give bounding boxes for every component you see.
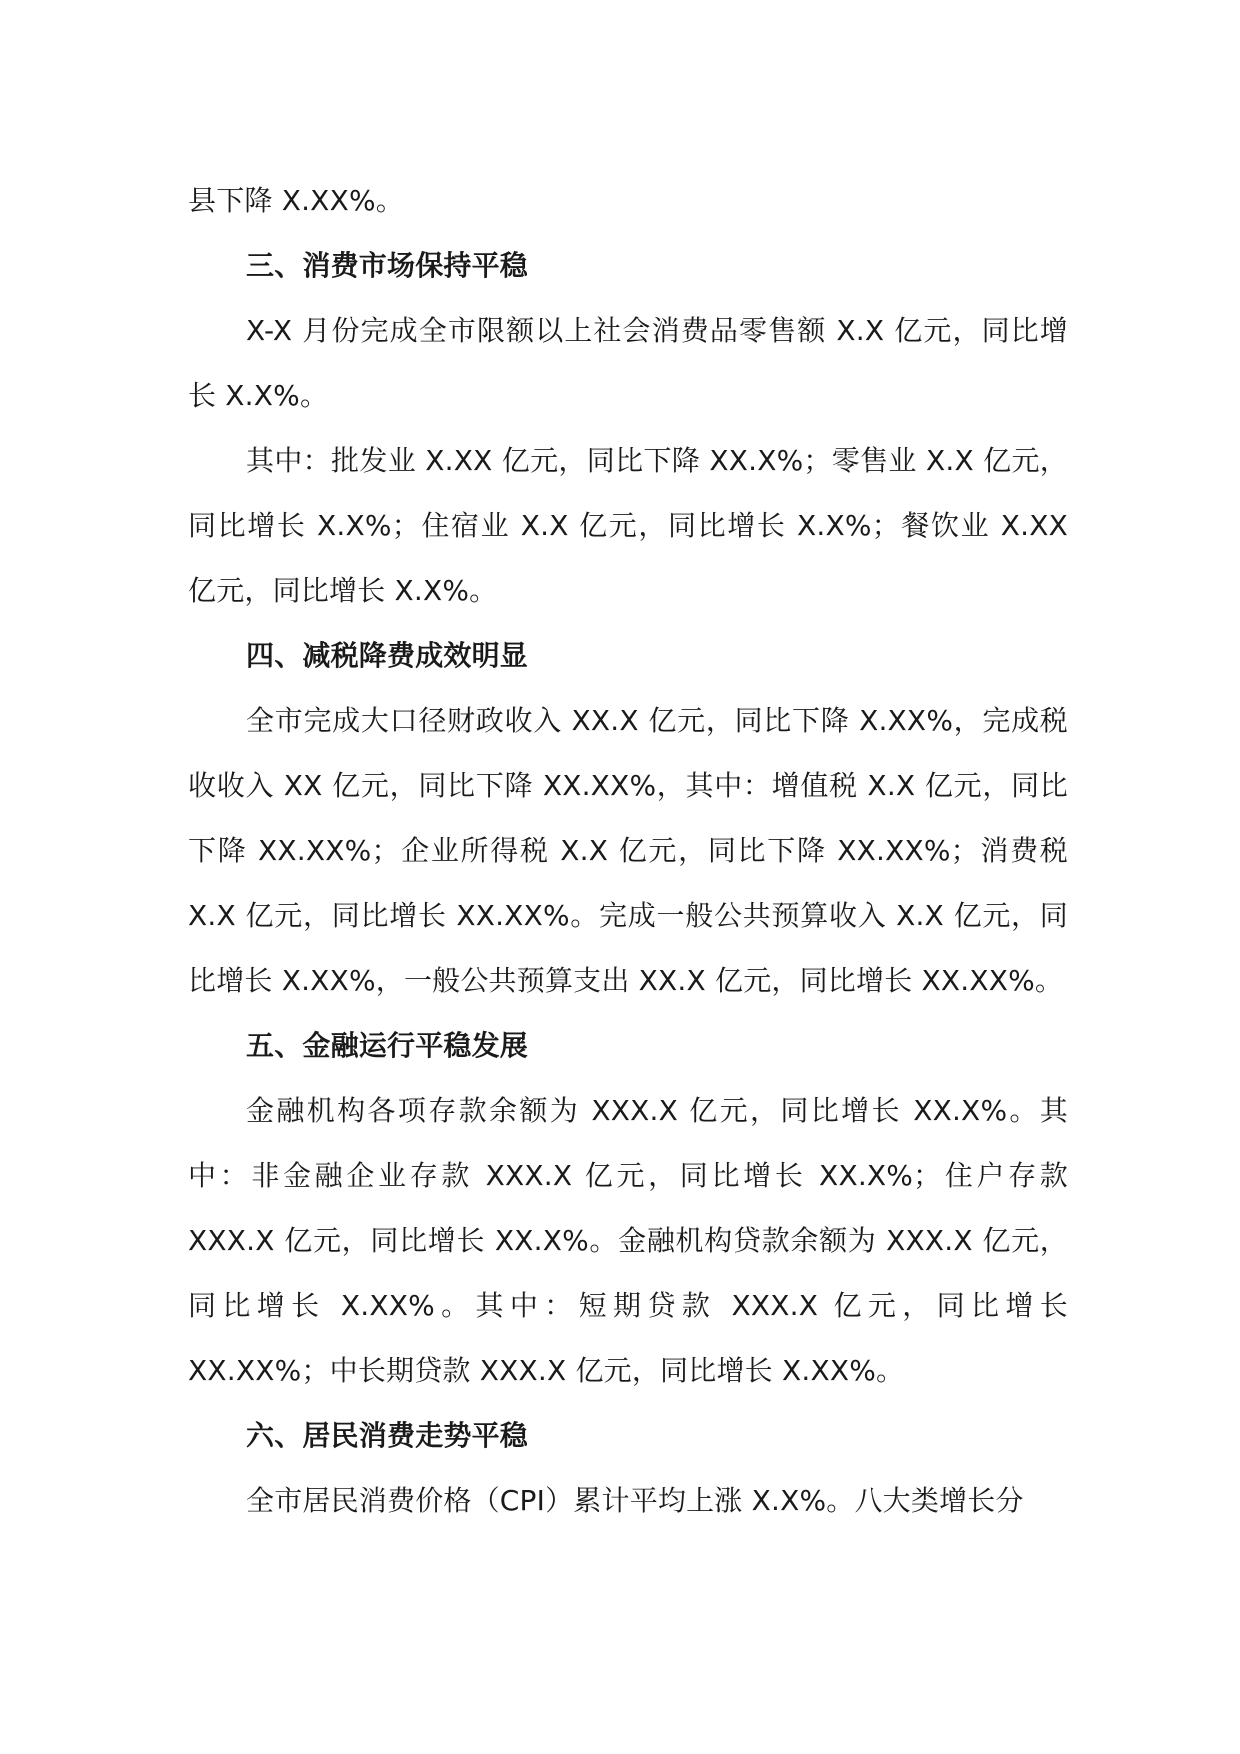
- section-heading-resident-consumption: 六、居民消费走势平稳: [246, 1419, 529, 1452]
- section-heading-consumer-market: 三、消费市场保持平稳: [246, 249, 529, 282]
- section-heading-tax-reduction: 四、减税降费成效明显: [246, 639, 529, 672]
- document-body: [188, 168, 1068, 1533]
- continuation-paragraph: 县下降 X.XX%。: [188, 184, 404, 217]
- body-paragraph: 金融机构各项存款余额为 XXX.X 亿元，同比增长 XX.X%。其中：非金融企业存款 XXX.X 亿元，同比增长 XX.X%；住户存款 XXX.X 亿元，同比增长 XX.X%。金融机构贷款余额为 XXX.X 亿元，同比增长 X.XX%。其中：短期贷款 XXX.X 亿元，同比增长 XX.XX%；中长期贷款 XXX.X 亿元，同比增长 X.XX%。: [188, 1094, 1068, 1387]
- body-paragraph: 其中：批发业 X.XX 亿元，同比下降 XX.X%；零售业 X.X 亿元，同比增长 X.X%；住宿业 X.X 亿元，同比增长 X.X%；餐饮业 X.XX 亿元，同比增长 X.X%。: [188, 444, 1068, 607]
- body-paragraph: 全市完成大口径财政收入 XX.X 亿元，同比下降 X.XX%，完成税收收入 XX 亿元，同比下降 XX.XX%，其中：增值税 X.X 亿元，同比下降 XX.XX%；企业所得税 X.X 亿元，同比下降 XX.XX%；消费税 X.X 亿元，同比增长 XX.XX%。完成一般公共预算收入 X.X 亿元，同比增长 X.XX%，一般公共预算支出 XX.X 亿元，同比增长 XX.XX%。: [188, 704, 1068, 997]
- body-paragraph: X-X 月份完成全市限额以上社会消费品零售额 X.X 亿元，同比增长 X.X%。: [188, 314, 1068, 412]
- section-heading-finance: 五、金融运行平稳发展: [246, 1029, 529, 1062]
- body-paragraph: 全市居民消费价格（CPI）累计平均上涨 X.X%。八大类增长分: [246, 1484, 1024, 1517]
